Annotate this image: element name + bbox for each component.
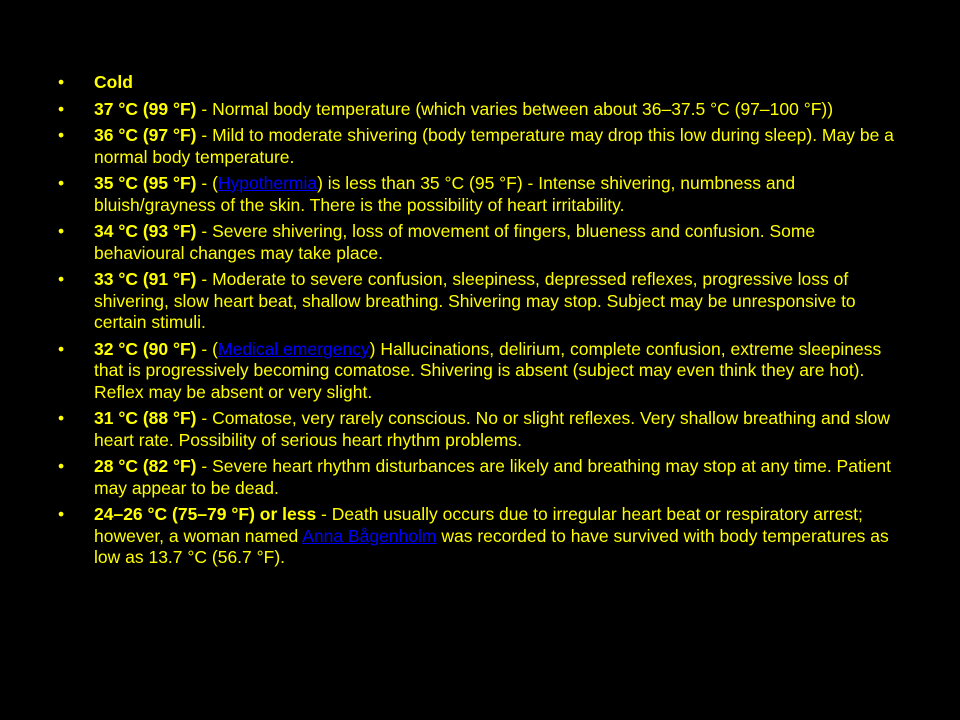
temperature-label: 24–26 °C (75–79 °F) or less <box>94 504 317 524</box>
temperature-label: 32 °C (90 °F) <box>94 338 197 359</box>
separator: - <box>196 338 213 359</box>
bullet-dot-icon: • <box>58 408 65 428</box>
bullet-dot-icon: • <box>58 456 65 476</box>
separator: - <box>196 125 213 145</box>
bullet-item-24-26c <box>58 504 908 569</box>
separator: - <box>196 173 213 193</box>
temperature-description: Mild to moderate shivering (body temperature may drop this low during sleep). May be a normal body temperature. <box>94 125 894 167</box>
separator: - <box>316 504 332 524</box>
bullet-item-cold <box>58 72 908 94</box>
bullet-list <box>58 72 908 574</box>
temperature-description: ) is less than 35 °C (95 °F) - Intense shivering, numbness and bluish/grayness of the skin. There is the possibility of heart irritability. <box>94 173 796 215</box>
bullet-dot-icon: • <box>58 269 65 289</box>
bullet-item-35c <box>58 173 908 216</box>
bullet-item-36c <box>58 125 908 168</box>
temperature-label: 37 °C (99 °F) <box>94 98 197 119</box>
temperature-label: 33 °C (91 °F) <box>94 269 197 289</box>
anna-bagenholm-link[interactable]: Anna Bågenholm <box>302 525 437 546</box>
bullet-item-33c <box>58 269 908 334</box>
temperature-label: 28 °C (82 °F) <box>94 456 197 476</box>
medical-emergency-link[interactable]: Medical emergency <box>217 338 370 359</box>
temperature-description: Comatose, very rarely conscious. No or slight reflexes. Very shallow breathing and slow heart rate. Possibility of serious heart rhythm problems. <box>94 408 891 450</box>
description-prefix: Death usually occurs due to irregular heart beat or respiratory arrest; however, a woman named <box>94 504 863 546</box>
bullet-dot-icon: • <box>58 504 65 524</box>
temperature-label: 35 °C (95 °F) <box>94 173 197 193</box>
bullet-item-37c <box>58 99 908 121</box>
separator: - <box>196 269 213 289</box>
hypothermia-link[interactable]: Hypothermia <box>217 173 318 193</box>
temperature-label: 34 °C (93 °F) <box>94 221 197 241</box>
separator: - <box>196 408 213 428</box>
description-prefix: ( <box>212 173 218 193</box>
bullet-dot-icon: • <box>58 72 65 92</box>
bullet-dot-icon: • <box>58 221 65 241</box>
separator: - <box>196 456 213 476</box>
separator: - <box>196 98 213 119</box>
bullet-item-31c <box>58 408 908 451</box>
temperature-description: Normal body temperature (which varies between about 36–37.5 °C (97–100 °F)) <box>212 98 834 119</box>
bullet-dot-icon: • <box>58 338 65 359</box>
bullet-item-28c <box>58 456 908 499</box>
temperature-description: Moderate to severe confusion, sleepiness, depressed reflexes, progressive loss of shivering, slow heart beat, shallow breathing. Shivering may stop. Subject may be unresponsive to certain stimuli. <box>94 269 856 332</box>
bullet-dot-icon: • <box>58 173 65 193</box>
temperature-label: 31 °C (88 °F) <box>94 408 197 428</box>
temperature-description: Severe heart rhythm disturbances are likely and breathing may stop at any time. Patient may appear to be dead. <box>94 456 892 498</box>
description-prefix: ( <box>212 338 218 359</box>
bullet-dot-icon: • <box>58 125 65 145</box>
temperature-description: ) Hallucinations, delirium, complete confusion, extreme sleepiness that is progressively becoming comatose. Shivering is absent (subject may even think they are hot). Reflex may be absent or very slight. <box>94 338 882 402</box>
separator: - <box>196 221 213 241</box>
temperature-description: Severe shivering, loss of movement of fingers, blueness and confusion. Some behavioural changes may take place. <box>94 221 816 263</box>
bullet-item-34c <box>58 221 908 264</box>
bullet-dot-icon: • <box>58 98 65 119</box>
temperature-description: was recorded to have survived with body temperatures as low as 13.7 °C (56.7 °F). <box>94 525 889 567</box>
section-heading: Cold <box>94 72 133 92</box>
temperature-label: 36 °C (97 °F) <box>94 125 197 145</box>
bullet-item-32c <box>58 339 908 404</box>
